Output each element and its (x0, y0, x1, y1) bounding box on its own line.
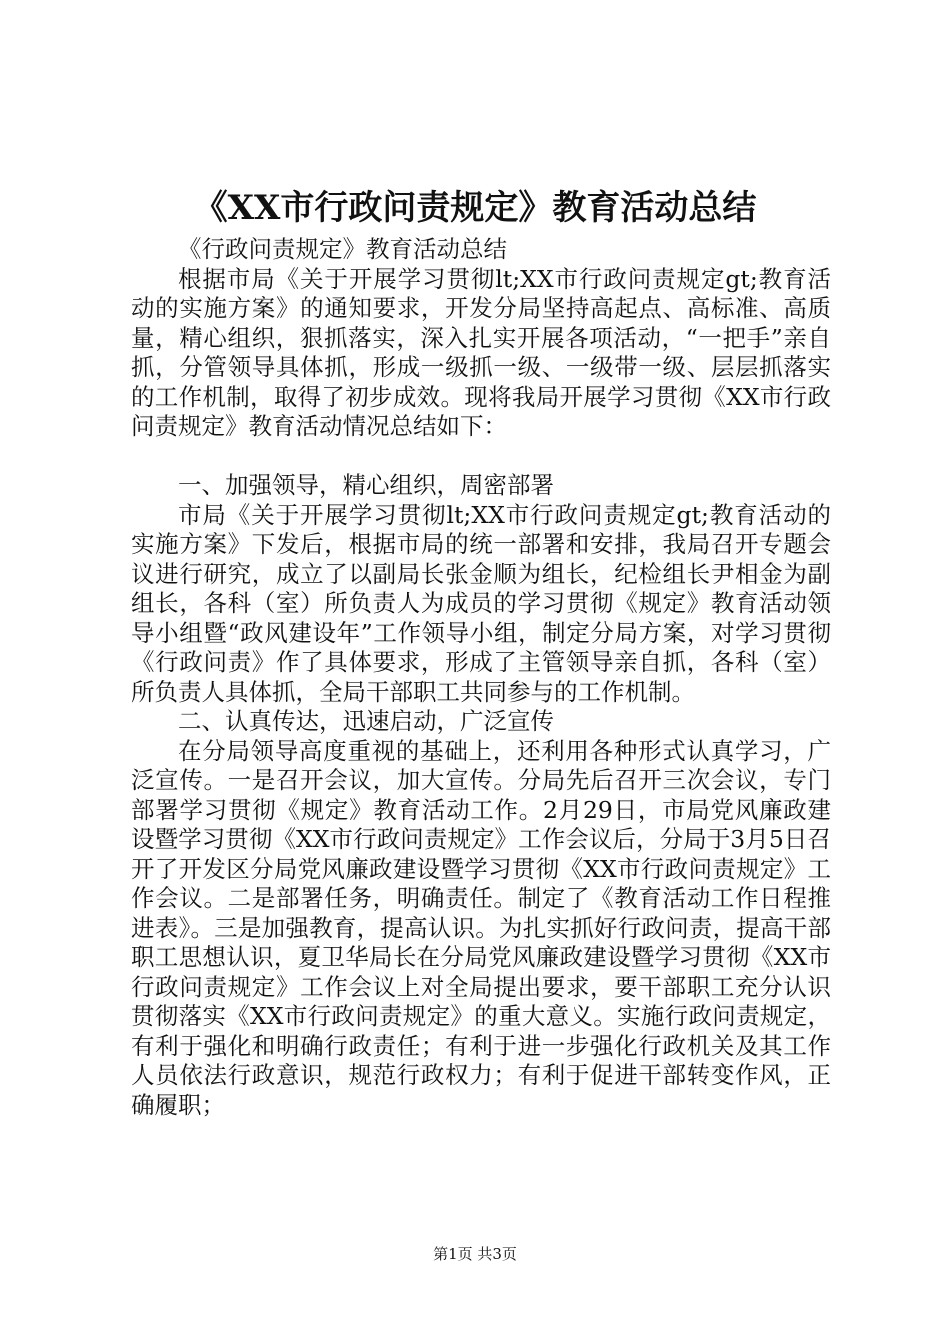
intro-paragraph: 根据市局《关于开展学习贯彻lt;XX市行政问责规定gt;教育活动的实施方案》的通知要求，开发分局坚持高起点、高标准、高质量，精心组织，狠抓落实，深入扎实开展各项活动，“一把手”亲自抓，分管领导具体抓，形成一级抓一级、一级带一级、层层抓落实的工作机制，取得了初步成效。现将我局开展学习贯彻《XX市行政问责规定》教育活动情况总结如下： (131, 264, 831, 440)
section-1-heading: 一、加强领导，精心组织，周密部署 (178, 471, 554, 499)
document-title: 《XX市行政问责规定》教育活动总结 (193, 188, 757, 228)
section-1-paragraph: 市局《关于开展学习贯彻lt;XX市行政问责规定gt;教育活动的实施方案》下发后，根据市局的统一部署和安排，我局召开专题会议进行研究，成立了以副局长张金顺为组长，纪检组长尹相金为副组长，各科（室）所负责人为成员的学习贯彻《规定》教育活动领导小组暨“政风建设年”工作领导小组，制定分局方案，对学习贯彻《行政问责》作了具体要求，形成了主管领导亲自抓，各科（室）所负责人具体抓，全局干部职工共同参与的工作机制。 (131, 500, 831, 706)
page-footer: 第1页 共3页 (433, 1245, 517, 1263)
section-2-heading: 二、认真传达，迅速启动，广泛宣传 (178, 707, 554, 735)
section-2-paragraph: 在分局领导高度重视的基础上，还利用各种形式认真学习，广泛宣传。一是召开会议，加大宣传。分局先后召开三次会议，专门部署学习贯彻《规定》教育活动工作。2月29日，市局党风廉政建设暨学习贯彻《XX市行政问责规定》工作会议后，分局于3月5日召开了开发区分局党风廉政建设暨学习贯彻《XX市行政问责规定》工作会议。二是部署任务，明确责任。制定了《教育活动工作日程推进表》。三是加强教育，提高认识。为扎实抓好行政问责，提高干部职工思想认识，夏卫华局长在分局党风廉政建设暨学习贯彻《XX市行政问责规定》工作会议上对全局提出要求，要干部职工充分认识贯彻落实《XX市行政问责规定》的重大意义。实施行政问责规定，有利于强化和明确行政责任；有利于进一步强化行政机关及其工作人员依法行政意识，规范行政权力；有利于促进干部转变作风，正确履职； (131, 736, 831, 1119)
document-body (131, 235, 831, 1120)
paragraph-spacer (131, 442, 831, 472)
document-subtitle: 《行政问责规定》教育活动总结 (178, 235, 507, 263)
